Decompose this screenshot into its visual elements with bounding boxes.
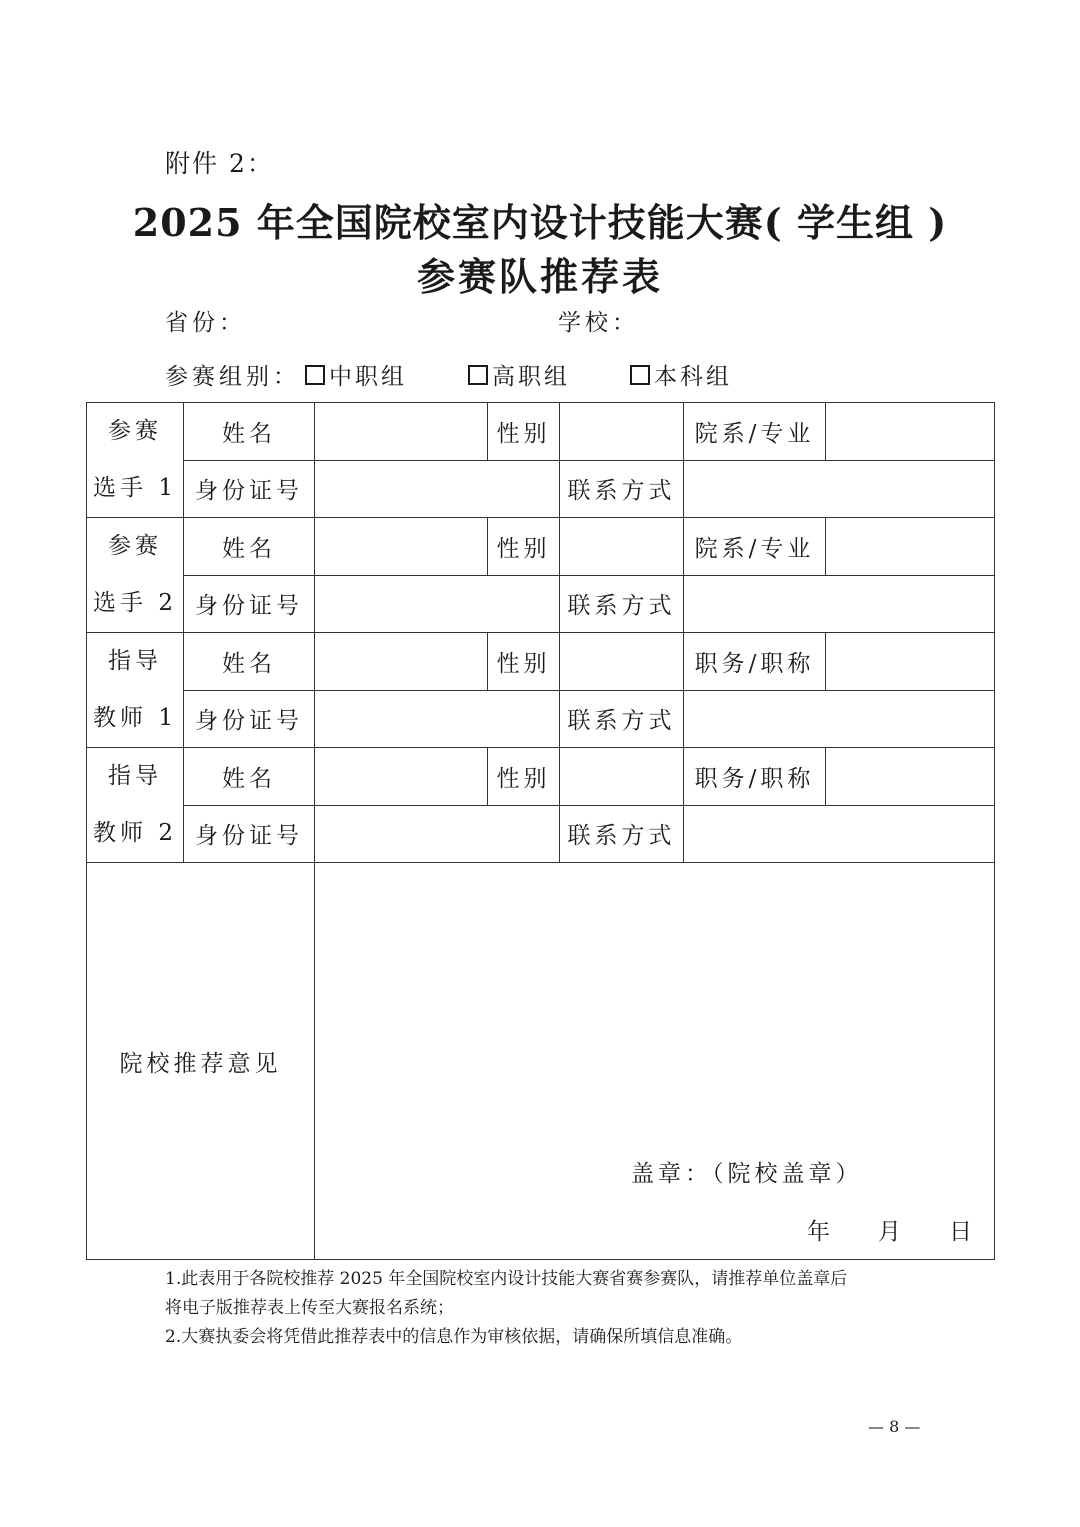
title-label: 职务/职称 — [684, 748, 826, 806]
option-higher-vocational[interactable] — [468, 358, 570, 391]
dept-label: 院系/专业 — [684, 403, 826, 461]
contact-label: 联系方式 — [560, 575, 684, 633]
opinion-label: 院校推荐意见 — [87, 863, 315, 1260]
contact-input[interactable] — [684, 805, 995, 863]
notes — [165, 1265, 925, 1352]
group-cell: 指导 教师 2 — [87, 748, 184, 863]
form-title: 2025 年全国院校室内设计技能大赛( 学生组 ) — [132, 200, 948, 245]
id-label: 身份证号 — [184, 575, 315, 633]
gender-label: 性别 — [488, 518, 560, 576]
table-row — [87, 403, 995, 461]
table-row — [87, 518, 995, 576]
dept-label: 院系/专业 — [684, 518, 826, 576]
dept-input[interactable] — [826, 518, 995, 576]
option-secondary-vocational[interactable] — [305, 358, 407, 391]
date-year: 年 — [807, 1219, 834, 1245]
title-label: 职务/职称 — [684, 633, 826, 691]
contact-label: 联系方式 — [560, 805, 684, 863]
table-row — [87, 575, 995, 633]
opinion-input[interactable] — [315, 863, 995, 1260]
gender-label: 性别 — [488, 403, 560, 461]
id-input[interactable] — [315, 575, 560, 633]
id-input[interactable] — [315, 805, 560, 863]
gender-input[interactable] — [560, 518, 684, 576]
name-input[interactable] — [315, 518, 488, 576]
seal-label: 盖章：（院校盖章） — [631, 1161, 863, 1187]
table-row — [87, 690, 995, 748]
page-number: — 8 — — [868, 1417, 921, 1436]
gender-label: 性别 — [488, 748, 560, 806]
checkbox-icon[interactable] — [468, 365, 488, 385]
date-month: 月 — [878, 1219, 905, 1245]
option-undergraduate[interactable] — [630, 358, 732, 391]
note-line: 将电子版推荐表上传至大赛报名系统； — [165, 1298, 454, 1318]
gender-input[interactable] — [560, 403, 684, 461]
id-label: 身份证号 — [184, 805, 315, 863]
table-row — [87, 805, 995, 863]
table-row — [87, 863, 995, 1260]
province-label: 省份： — [165, 310, 246, 336]
name-label: 姓名 — [184, 633, 315, 691]
title-input[interactable] — [826, 748, 995, 806]
group-cell: 参赛 选手 2 — [87, 518, 184, 633]
name-label: 姓名 — [184, 403, 315, 461]
name-input[interactable] — [315, 748, 488, 806]
title-input[interactable] — [826, 633, 995, 691]
group-cell: 参赛 选手 1 — [87, 403, 184, 518]
school-label: 学校： — [558, 310, 639, 336]
contact-input[interactable] — [684, 460, 995, 518]
id-input[interactable] — [315, 460, 560, 518]
dept-input[interactable] — [826, 403, 995, 461]
attachment-label: 附件 2： — [165, 149, 274, 178]
name-input[interactable] — [315, 403, 488, 461]
recommendation-table — [86, 402, 995, 1260]
contact-input[interactable] — [684, 690, 995, 748]
note-line: 2.大赛执委会将凭借此推荐表中的信息作为审核依据，请确保所填信息准确。 — [165, 1327, 743, 1347]
gender-input[interactable] — [560, 633, 684, 691]
contact-label: 联系方式 — [560, 690, 684, 748]
group-label: 参赛组别： — [165, 364, 300, 390]
gender-label: 性别 — [488, 633, 560, 691]
date-line — [807, 1213, 976, 1246]
name-input[interactable] — [315, 633, 488, 691]
note-line: 1.此表用于各院校推荐 2025 年全国院校室内设计技能大赛省赛参赛队，请推荐单位盖章后 — [165, 1269, 848, 1289]
group-cell: 指导 教师 1 — [87, 633, 184, 748]
name-label: 姓名 — [184, 748, 315, 806]
contact-input[interactable] — [684, 575, 995, 633]
table-row — [87, 633, 995, 691]
id-label: 身份证号 — [184, 460, 315, 518]
name-label: 姓名 — [184, 518, 315, 576]
gender-input[interactable] — [560, 748, 684, 806]
date-day: 日 — [949, 1219, 976, 1245]
checkbox-icon[interactable] — [305, 365, 325, 385]
table-row — [87, 460, 995, 518]
id-input[interactable] — [315, 690, 560, 748]
id-label: 身份证号 — [184, 690, 315, 748]
form-subtitle: 参赛队推荐表 — [416, 254, 663, 299]
checkbox-icon[interactable] — [630, 365, 650, 385]
contact-label: 联系方式 — [560, 460, 684, 518]
option-label: 本科组 — [654, 364, 732, 390]
option-label: 高职组 — [492, 364, 570, 390]
option-label: 中职组 — [329, 364, 407, 390]
table-row — [87, 748, 995, 806]
